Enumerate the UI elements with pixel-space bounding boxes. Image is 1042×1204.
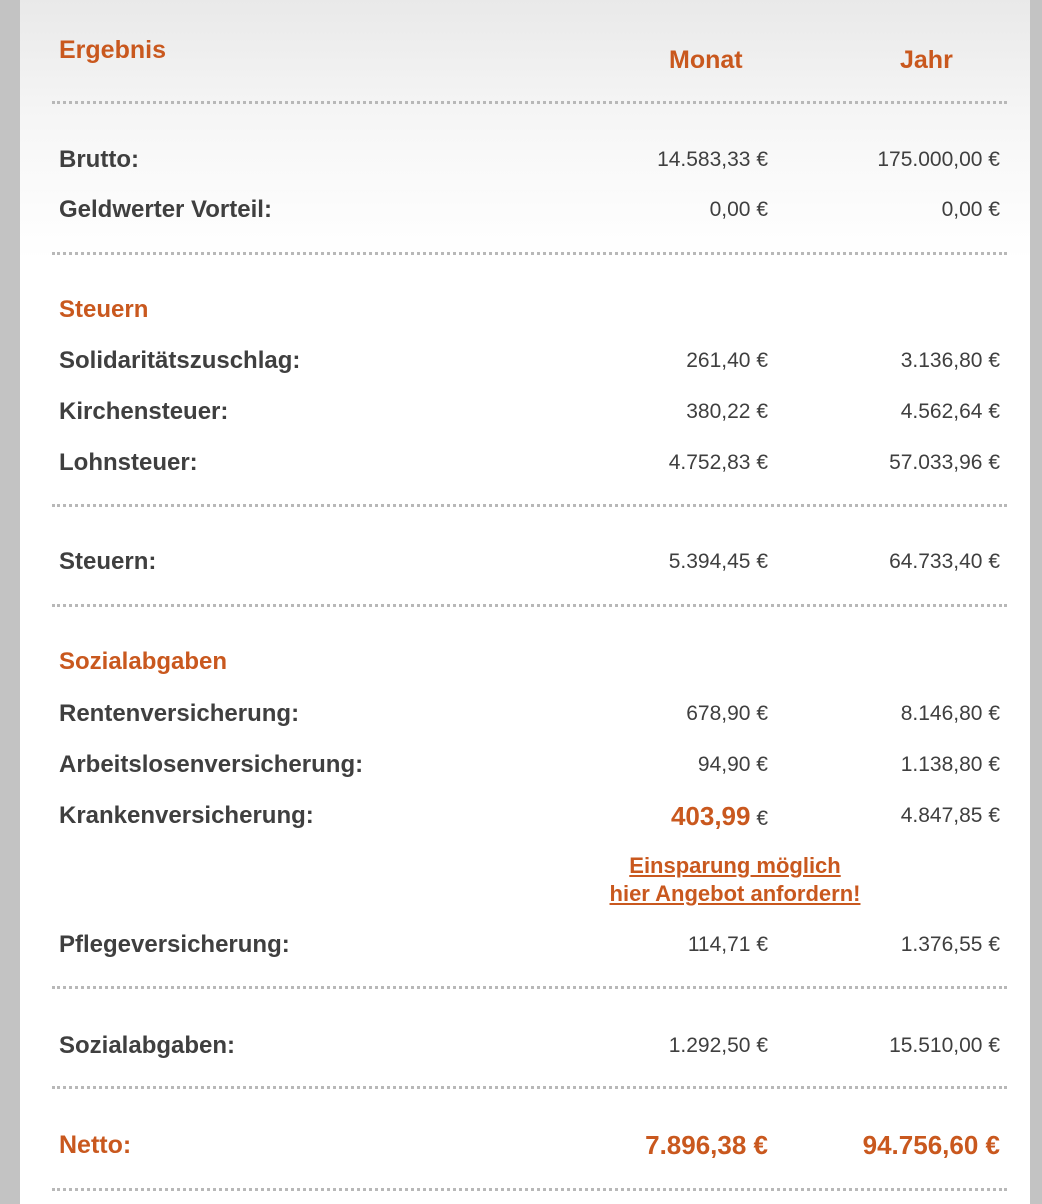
row-label: Krankenversicherung: <box>59 802 314 829</box>
currency-symbol: € <box>756 807 768 830</box>
row-label: Netto: <box>59 1131 132 1159</box>
column-header-year: Jahr <box>900 46 953 74</box>
value-year: 4.847,85 € <box>900 804 1000 827</box>
separator <box>52 604 1007 607</box>
row-geldwerter-vorteil <box>20 190 1030 230</box>
value-year: 0,00 € <box>941 198 1000 221</box>
row-arbeitslosenversicherung <box>20 745 1030 785</box>
row-krankenversicherung <box>20 796 1030 836</box>
row-label: Brutto: <box>59 146 139 173</box>
separator <box>52 986 1007 989</box>
value-year: 8.146,80 € <box>900 702 1000 725</box>
value-month: 114,71 € <box>687 933 768 956</box>
column-header-month: Monat <box>669 46 743 74</box>
value-year: 1.376,55 € <box>900 933 1000 956</box>
separator <box>52 1188 1007 1191</box>
value-month: 380,22 € <box>686 400 768 423</box>
value-year: 94.756,60 € <box>862 1130 1000 1160</box>
value-year: 64.733,40 € <box>889 550 1000 573</box>
row-pflegeversicherung <box>20 925 1030 965</box>
value-year: 57.033,96 € <box>889 451 1000 474</box>
row-kirchensteuer <box>20 392 1030 432</box>
result-panel <box>20 0 1030 1204</box>
row-netto <box>20 1125 1030 1165</box>
row-label: Solidaritätszuschlag: <box>59 347 301 374</box>
value-year: 15.510,00 € <box>889 1034 1000 1057</box>
separator <box>52 101 1007 104</box>
savings-offer-line1[interactable]: Einsparung möglich <box>629 853 841 878</box>
value-year: 4.562,64 € <box>900 400 1000 423</box>
row-solidaritaetszuschlag <box>20 341 1030 381</box>
value-month: 261,40 € <box>686 349 768 372</box>
row-lohnsteuer <box>20 443 1030 483</box>
value-year: 3.136,80 € <box>900 349 1000 372</box>
row-social-total <box>20 1026 1030 1066</box>
value-month: 7.896,38 € <box>645 1130 768 1160</box>
value-year: 1.138,80 € <box>900 753 1000 776</box>
row-label: Arbeitslosenversicherung: <box>59 751 364 778</box>
separator <box>52 1086 1007 1089</box>
row-rentenversicherung <box>20 694 1030 734</box>
section-title-social: Sozialabgaben <box>59 648 228 675</box>
section-title-taxes: Steuern <box>59 296 149 323</box>
value-month: 0,00 € <box>709 198 768 221</box>
health-highlight-value: 403,99 <box>670 801 751 831</box>
row-taxes-total <box>20 542 1030 582</box>
value-year: 175.000,00 € <box>877 148 1000 171</box>
row-label: Geldwerter Vorteil: <box>59 196 272 223</box>
row-label: Kirchensteuer: <box>59 398 229 425</box>
row-label: Sozialabgaben: <box>59 1032 236 1059</box>
value-month: 678,90 € <box>686 702 768 725</box>
row-label: Steuern: <box>59 548 157 575</box>
row-brutto <box>20 140 1030 180</box>
separator <box>52 504 1007 507</box>
value-month: 1.292,50 € <box>668 1034 768 1057</box>
row-label: Rentenversicherung: <box>59 700 300 727</box>
row-label: Lohnsteuer: <box>59 449 198 476</box>
value-month: 14.583,33 € <box>657 148 768 171</box>
value-month: 5.394,45 € <box>668 550 768 573</box>
value-month: 94,90 € <box>697 753 768 776</box>
result-title: Ergebnis <box>59 36 166 64</box>
row-label: Pflegeversicherung: <box>59 931 290 958</box>
separator <box>52 252 1007 255</box>
value-month: 4.752,83 € <box>668 451 768 474</box>
savings-offer-line2[interactable]: hier Angebot anfordern! <box>609 881 861 906</box>
value-month <box>508 796 768 839</box>
savings-offer-link[interactable] <box>580 852 890 908</box>
